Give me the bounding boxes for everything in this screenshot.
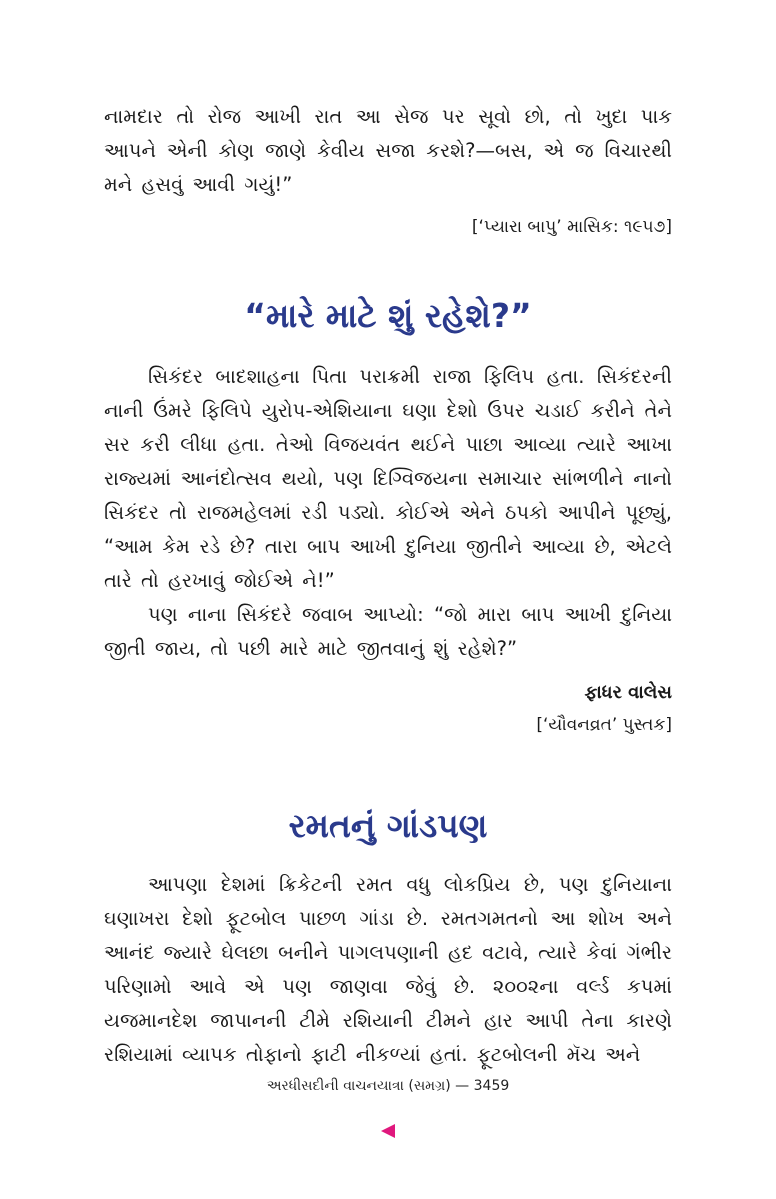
page-content bbox=[104, 100, 672, 1072]
article2-title: રમતનું ગાંડપણ bbox=[288, 806, 488, 845]
intro-paragraph: નામદાર તો રોજ આખી રાત આ સેજ પર સૂવો છો, તો ખુદા પાક આપને એની કોણ જાણે કેવીય સજા કરશે?—બસ, એ જ વિચારથી મને હસવું આવી ગયું!” bbox=[104, 105, 672, 196]
article1-author: ફાધર વાલેસ bbox=[584, 682, 672, 703]
article2-paragraph-1: આપણા દેશમાં ક્રિકેટની રમત વધુ લોકપ્રિય છે, પણ દુનિયાના ઘણાખરા દેશો ફૂટબોલ પાછળ ગાંડા છે. રમતગમતનો આ શોખ અને આનંદ જ્યારે ઘેલછા બનીને પાગલપણાની હદ વટાવે, ત્યારે કેવાં ગંભીર પરિણામો આવે એ પણ જાણવા જેવું છે. ૨૦૦૨ના વર્લ્ડ કપમાં યજમાનદેશ જાપાનની ટીમે રશિયાની ટીમને હાર આપી તેના કારણે રશિયામાં વ્યાપક તોફાનો ફાટી નીકળ્યાં હતાં. ફૂટબોલની મૅચ અને bbox=[104, 873, 672, 1066]
intro-source-citation: [‘પ્યારા બાપુ’ માસિક: ૧૯૫૭] bbox=[471, 217, 672, 237]
article1-paragraph-1: સિકંદર બાદશાહના પિતા પરાક્રમી રાજા ફિલિપ હતા. સિકંદરની નાની ઉંમરે ફિલિપે યુરોપ-એશિયાના ઘણા દેશો ઉપર ચડાઈ કરીને તેને સર કરી લીધા હતા. તેઓ વિજયવંત થઈને પાછા આવ્યા ત્યારે આખા રાજ્યમાં આનંદોત્સવ થયો, પણ દિગ્વિજયના સમાચાર સાંભળીને નાનો સિકંદર તો રાજમહેલમાં રડી પડ્યો. કોઈએ એને ઠપકો આપીને પૂછ્યું, “આમ કેમ રડે છે? તારા બાપ આખી દુનિયા જીતીને આવ્યા છે, એટલે તારે તો હરખાવું જોઈએ ને!” bbox=[104, 365, 672, 592]
article1-title: “મારે માટે શું રહેશે?” bbox=[244, 296, 532, 335]
page-footer: અરધીસદીની વાચનયાત્રા (સમગ્ર) — 3459 bbox=[266, 1078, 510, 1094]
article1-paragraph-2: પણ નાના સિકંદરે જવાબ આપ્યો: “જો મારા બાપ આખી દુનિયા જીતી જાય, તો પછી મારે માટે જીતવાનું શું રહેશે?” bbox=[104, 603, 672, 660]
article1-source-citation: [‘યૌવનવ્રત’ પુસ્તક] bbox=[536, 715, 672, 735]
page-marker-arrow-icon bbox=[381, 1124, 395, 1138]
